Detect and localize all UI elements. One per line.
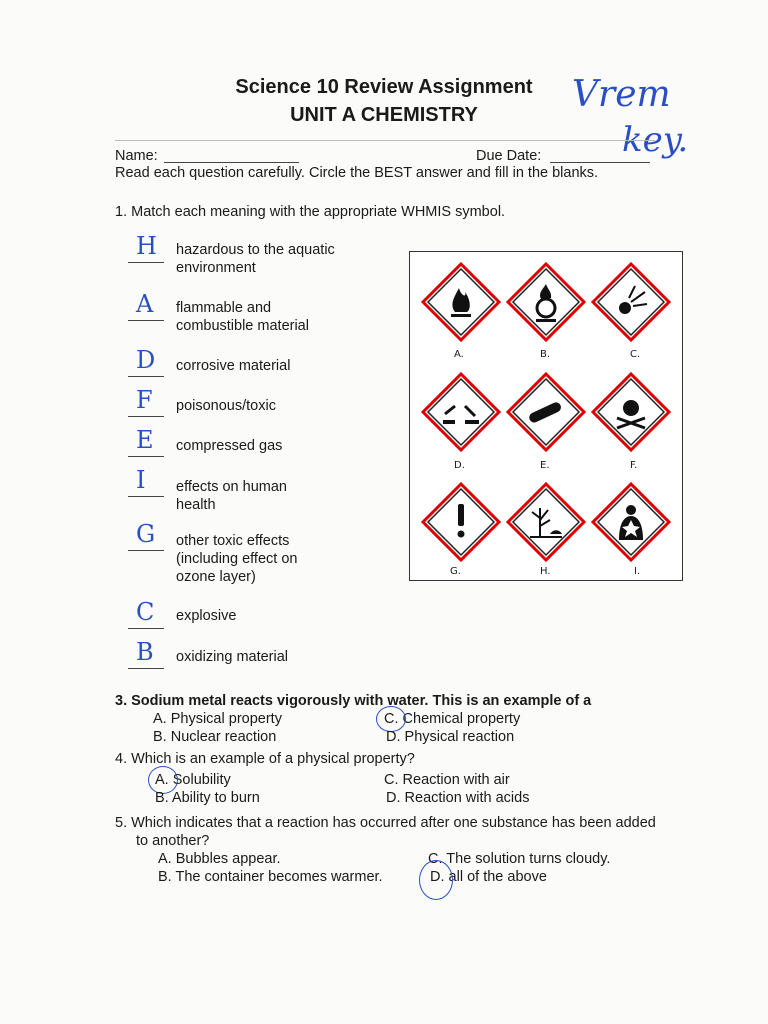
q1-answer-blank[interactable]: G	[128, 524, 164, 551]
name-field[interactable]	[164, 162, 299, 163]
q4-option-a-text: Solubility	[172, 772, 231, 788]
whmis-symbol-panel	[409, 251, 683, 581]
q3-option-c-text: Chemical property	[402, 711, 521, 727]
symbol-label: I.	[634, 566, 641, 577]
q5-option-b[interactable]: B. The container becomes warmer.	[158, 869, 383, 885]
handwritten-note: Vrem	[572, 74, 671, 115]
q5-option-c[interactable]: C. The solution turns cloudy.	[428, 851, 611, 867]
q5-prompt-cont: to another?	[136, 833, 210, 849]
q4-option-a-letter: A.	[155, 772, 169, 788]
q1-item-text: hazardous to the aquatic environment	[176, 242, 335, 276]
q1-answer-blank[interactable]: H	[128, 236, 164, 263]
name-label: Name:	[115, 148, 158, 164]
answer-circle	[419, 860, 453, 900]
symbol-label: H.	[540, 566, 551, 577]
q1-item-text: corrosive material	[176, 358, 291, 374]
header-rule	[115, 140, 655, 141]
q5-prompt: 5. Which indicates that a reaction has occurred after one substance has been added	[115, 815, 656, 831]
q3-option-c-letter: C.	[384, 711, 399, 727]
symbol-label: B.	[540, 349, 551, 360]
q1-answer-blank[interactable]: C	[128, 602, 164, 629]
symbol-label: G.	[450, 566, 461, 577]
corrosion-icon	[423, 374, 499, 450]
q4-option-b[interactable]: B. Ability to burn	[155, 790, 260, 806]
handwritten-note-key: key.	[622, 120, 689, 160]
q4-option-c[interactable]: C. Reaction with air	[384, 772, 510, 788]
q4-option-d[interactable]: D. Reaction with acids	[386, 790, 530, 806]
q1-answer-blank[interactable]: I	[128, 470, 164, 497]
symbol-label: F.	[630, 460, 638, 471]
symbol-label: A.	[454, 349, 464, 360]
page-title: Science 10 Review Assignment	[235, 76, 533, 98]
q1-item-text: poisonous/toxic	[176, 398, 276, 414]
instructions: Read each question carefully. Circle the BEST answer and fill in the blanks.	[115, 165, 599, 181]
page-subtitle: UNIT A CHEMISTRY	[290, 104, 478, 126]
q5-option-d-text: all of the above	[448, 869, 547, 885]
symbol-label: D.	[454, 460, 465, 471]
q1-item-text: compressed gas	[176, 438, 283, 454]
q1-item-text: other toxic effects (including effect on ozone layer)	[176, 533, 298, 585]
gas-cylinder-icon	[508, 374, 584, 450]
q5-option-d-letter: D.	[430, 869, 445, 885]
q1-prompt: 1. Match each meaning with the appropriate WHMIS symbol.	[115, 204, 506, 220]
health-hazard-icon	[593, 484, 669, 560]
due-date-field[interactable]	[550, 162, 650, 163]
q1-item-text: explosive	[176, 608, 237, 624]
q5-option-a[interactable]: A. Bubbles appear.	[158, 851, 281, 867]
symbol-label: C.	[630, 349, 641, 360]
whmis-diagram	[410, 252, 682, 580]
flame-over-circle-icon	[508, 264, 584, 340]
flame-symbol-icon	[423, 264, 499, 340]
q1-item-text: flammable and combustible material	[176, 300, 309, 334]
exploding-bomb-icon	[593, 264, 669, 340]
q1-answer-blank[interactable]: D	[128, 350, 164, 377]
q1-item-text: oxidizing material	[176, 649, 289, 665]
q3-prompt: 3. Sodium metal reacts vigorously with water. This is an example of a	[115, 693, 592, 709]
q1-answer-blank[interactable]: F	[128, 390, 164, 417]
q1-item-text: effects on human health	[176, 479, 287, 513]
environment-icon	[508, 484, 584, 560]
q1-answer-blank[interactable]: E	[128, 430, 164, 457]
q1-answer-blank[interactable]: A	[128, 294, 164, 321]
symbol-label: E.	[540, 460, 550, 471]
q3-option-b[interactable]: B. Nuclear reaction	[153, 729, 277, 745]
due-date-label: Due Date:	[476, 148, 542, 164]
q1-answer-blank[interactable]: B	[128, 642, 164, 669]
q3-option-d[interactable]: D. Physical reaction	[386, 729, 515, 745]
q3-option-a[interactable]: A. Physical property	[153, 711, 282, 727]
q4-prompt: 4. Which is an example of a physical property?	[115, 751, 415, 767]
skull-crossbones-icon	[593, 374, 669, 450]
exclamation-mark-icon	[423, 484, 499, 560]
